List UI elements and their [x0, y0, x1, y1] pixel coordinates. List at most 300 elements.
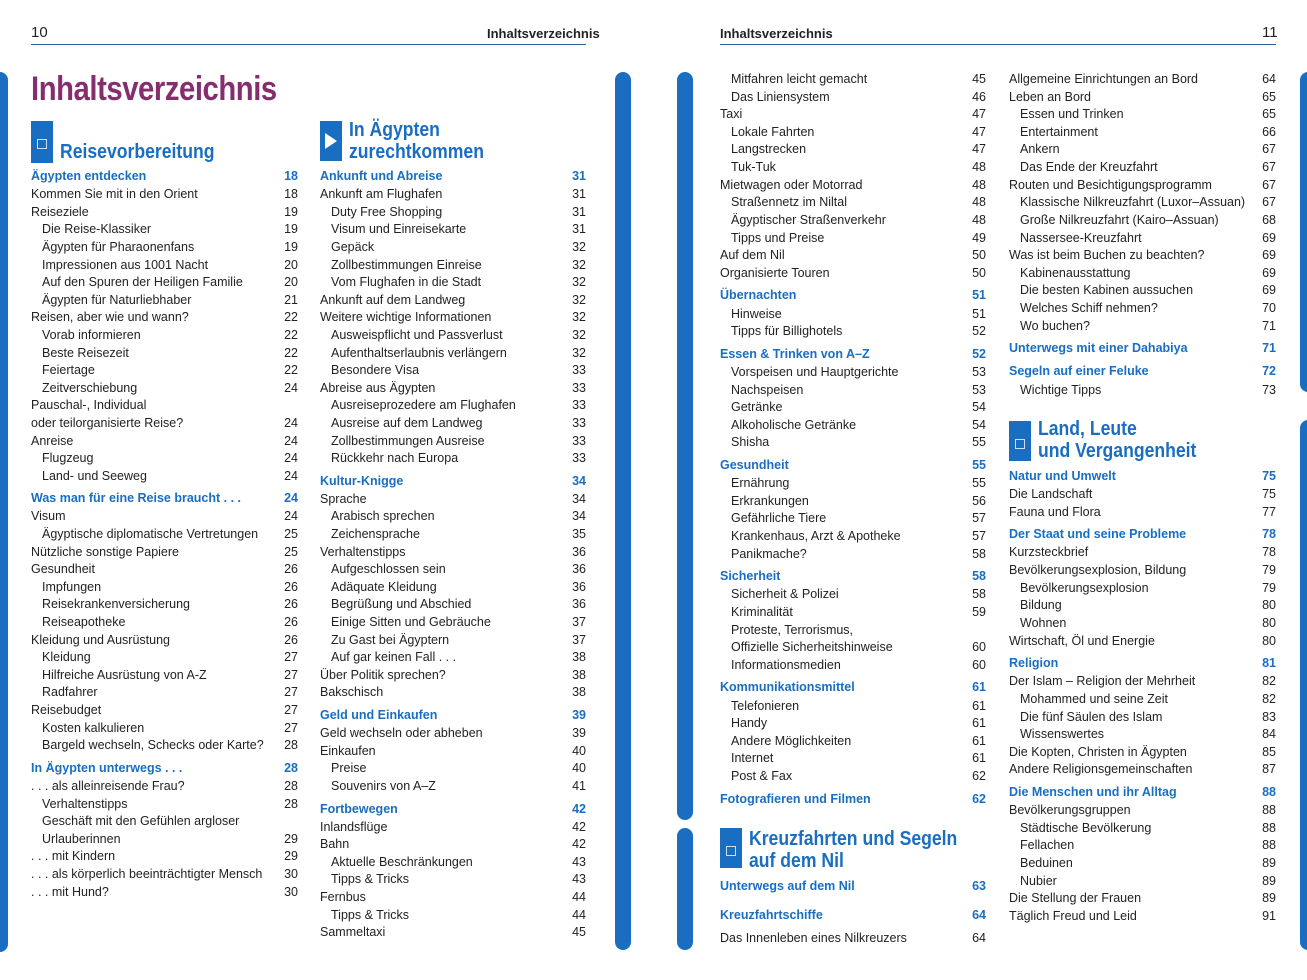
toc-entry-page: 55 [972, 458, 986, 473]
toc-entry-text: Beduinen [1020, 856, 1073, 871]
toc-entry-page: 53 [972, 364, 986, 379]
toc-entry-text: Ernährung [731, 476, 790, 491]
toc-entry [1009, 802, 1276, 819]
toc-entry-text: Telefonieren [731, 698, 800, 713]
toc-entry-page: 32 [572, 275, 586, 290]
toc-entry-text: Wohnen [1020, 615, 1067, 630]
toc-entry-label [331, 614, 558, 631]
toc-entry-text: Erkrankungen [731, 493, 809, 508]
toc-entry-page: 42 [572, 801, 586, 816]
toc-entry-label [42, 649, 270, 666]
toc-entry [31, 362, 298, 379]
toc-entry [31, 526, 298, 543]
toc-entry-label [331, 596, 558, 613]
toc-entry-label [31, 397, 270, 414]
toc-entry-page: 69 [1262, 230, 1276, 245]
toc-entry-page: 24 [284, 415, 298, 430]
toc-entry-page: 18 [284, 169, 298, 183]
toc-entry [320, 309, 586, 326]
toc-entry-text: Mohammed und seine Zeit [1020, 691, 1168, 706]
toc-entry-label [42, 579, 270, 596]
toc-entry [31, 866, 298, 883]
toc-entry [31, 274, 298, 291]
toc-entry-label [1020, 615, 1248, 632]
toc-entry [320, 380, 586, 397]
toc-entry-page: 68 [1262, 212, 1276, 227]
toc-entry-page: 61 [972, 751, 986, 766]
toc-entry-page: 51 [972, 306, 986, 321]
toc-entry-label [31, 204, 270, 221]
toc-entry-text: Andere Möglichkeiten [731, 733, 852, 748]
toc-entry-page: 33 [572, 415, 586, 430]
toc-entry-page: 28 [284, 796, 298, 811]
toc-entry-text: Reisen, aber wie und wann? [31, 310, 189, 325]
toc-entry-page: 88 [1262, 820, 1276, 835]
toc-entry-label [42, 720, 270, 737]
toc-entry-label [331, 871, 558, 888]
toc-entry-page: 32 [572, 239, 586, 254]
toc-entry-page: 79 [1262, 563, 1276, 578]
toc-entry [320, 345, 586, 362]
toc-entry-label [331, 854, 558, 871]
toc-entry-text: Pauschal-, Individual [31, 398, 147, 413]
toc-entry-page: 56 [972, 493, 986, 508]
toc-entry-page: 55 [972, 435, 986, 450]
toc-entry-text: Kleidung [42, 650, 91, 665]
toc-entry [320, 362, 586, 379]
toc-entry-page: 38 [572, 650, 586, 665]
toc-entry-text: Verhaltenstipps [320, 544, 406, 559]
toc-entry-label [31, 415, 270, 432]
toc-entry-text: Welches Schiff nehmen? [1020, 301, 1158, 316]
toc-column-4b [1009, 0, 1276, 980]
toc-entry [1009, 855, 1276, 872]
toc-entry-page: 37 [572, 632, 586, 647]
toc-entry-page: 32 [572, 327, 586, 342]
toc-entry-page: 73 [1262, 382, 1276, 397]
toc-entry [320, 579, 586, 596]
toc-entry-page: 34 [572, 509, 586, 524]
toc-entry-label [31, 884, 270, 901]
toc-entry-label [42, 831, 270, 848]
toc-entry-text: Langstrecken [731, 142, 807, 157]
toc-entry-text: Das Innenleben eines Nilkreuzers [720, 931, 907, 945]
toc-entry-page: 21 [284, 292, 298, 307]
toc-entry-page: 59 [972, 604, 986, 619]
toc-entry-text: Weitere wichtige Informationen [320, 310, 492, 325]
toc-entry-text: Bevölkerungsexplosion, Bildung [1009, 563, 1187, 578]
toc-heading-entry [720, 878, 986, 895]
toc-entry [320, 924, 586, 941]
toc-entry-label [1020, 855, 1248, 872]
toc-entry-text: Taxi [720, 107, 743, 122]
toc-entry-text: Urlauberinnen [42, 831, 121, 846]
toc-entry-page: 64 [972, 907, 986, 922]
toc-column-1 [31, 0, 298, 980]
toc-entry-label [31, 508, 270, 525]
toc-entry [1009, 615, 1276, 632]
toc-entry-label [320, 309, 558, 326]
toc-entry-label [331, 508, 558, 525]
toc-entry-label [42, 345, 270, 362]
section-title-line1: In Ägypten [349, 119, 440, 141]
toc-entry [320, 491, 586, 508]
toc-entry [1009, 873, 1276, 890]
toc-heading-entry [320, 473, 586, 490]
toc-entry-page: 49 [972, 230, 986, 245]
toc-entry-label [1009, 562, 1248, 579]
toc-entry-text: Natur und Umwelt [1009, 469, 1116, 483]
section-title-line2: zurechtkommen [349, 141, 484, 163]
toc-entry-text: Shisha [731, 435, 770, 450]
toc-entry [31, 684, 298, 701]
toc-entry-text: Ägypten für Pharaonenfans [42, 239, 195, 254]
toc-entry-label [31, 490, 270, 507]
toc-entry [1009, 580, 1276, 597]
toc-entry-label [320, 836, 558, 853]
page-title: Inhaltsverzeichnis [31, 70, 277, 108]
toc-entry-text: Abreise aus Ägypten [320, 380, 436, 395]
toc-entry-label [331, 649, 558, 666]
toc-entry-page: 45 [972, 72, 986, 86]
toc-heading-entry [1009, 468, 1276, 485]
toc-entry-page: 19 [284, 239, 298, 254]
toc-entry-page: 85 [1262, 744, 1276, 759]
toc-entry [320, 760, 586, 777]
toc-entry [320, 871, 586, 888]
toc-entry-page: 40 [572, 761, 586, 776]
right-edge-tab-lower [1300, 420, 1307, 950]
toc-entry-label [1009, 504, 1248, 521]
toc-entry [1009, 597, 1276, 614]
toc-entry-page: 50 [972, 248, 986, 263]
toc-entry-page: 58 [972, 587, 986, 602]
toc-entry-label [720, 878, 958, 895]
toc-entry-label [31, 866, 270, 883]
toc-entry [320, 561, 586, 578]
toc-entry-text: Aktuelle Beschränkungen [331, 854, 473, 869]
toc-entry-page: 44 [572, 907, 586, 922]
toc-entry [320, 204, 586, 221]
toc-entry-label [42, 380, 270, 397]
toc-entry [1009, 486, 1276, 503]
toc-entry-page: 42 [572, 819, 586, 834]
toc-entry-label [1009, 673, 1248, 690]
toc-entry-page: 24 [284, 468, 298, 483]
toc-entry-page: 26 [284, 579, 298, 594]
toc-entry [31, 848, 298, 865]
toc-entry-text: Panikmache? [731, 546, 807, 561]
right-edge-tab-upper [1300, 72, 1307, 392]
toc-entry-page: 18 [284, 187, 298, 202]
toc-entry-text: Sammeltaxi [320, 925, 386, 940]
toc-entry-page: 26 [284, 632, 298, 647]
toc-entry-page: 84 [1262, 727, 1276, 742]
right-page-number: 11 [1262, 24, 1278, 41]
toc-entry-text: Organisierte Touren [720, 265, 830, 280]
toc-entry-text: Bevölkerungsexplosion [1020, 580, 1149, 595]
right-running-title: Inhaltsverzeichnis [720, 26, 833, 41]
toc-heading-entry [1009, 655, 1276, 672]
toc-entry-text: Bahn [320, 837, 350, 852]
toc-entry-text: Wissenswertes [1020, 727, 1105, 742]
toc-entry-text: Geld und Einkaufen [320, 708, 438, 722]
toc-entry-page: 22 [284, 345, 298, 360]
toc-entry-label [31, 561, 270, 578]
toc-entry-text: Kabinenausstattung [1020, 265, 1131, 280]
toc-entry-page: 34 [572, 473, 586, 488]
toc-entry-text: Kosten kalkulieren [42, 720, 145, 735]
toc-entry-label [320, 491, 558, 508]
toc-entry-text: Ausreise auf dem Landweg [331, 415, 483, 430]
toc-entry [720, 930, 986, 947]
toc-entry-page: 31 [572, 204, 586, 219]
toc-entry-page: 31 [572, 169, 586, 183]
toc-entry [320, 819, 586, 836]
toc-entry-text: Alkoholische Getränke [731, 417, 857, 432]
toc-entry-page: 69 [1262, 248, 1276, 263]
toc-entry-page: 61 [972, 716, 986, 731]
toc-entry-text: Einige Sitten und Gebräuche [331, 615, 491, 629]
toc-entry-page: 79 [1262, 580, 1276, 595]
toc-entry-label [1009, 908, 1248, 925]
toc-entry-text: Reiseapotheke [42, 615, 126, 629]
toc-entry-label [1009, 761, 1248, 778]
toc-entry [31, 380, 298, 397]
toc-entry-label [42, 596, 270, 613]
toc-entry-label [42, 737, 270, 754]
toc-entry-text: Entertainment [1020, 124, 1098, 139]
toc-entry [320, 415, 586, 432]
toc-entry-label [1009, 526, 1248, 543]
toc-entry-text: Zeitverschiebung [42, 380, 138, 395]
toc-entry-text: Tipps & Tricks [331, 872, 410, 887]
toc-entry [320, 544, 586, 561]
toc-entry-page: 29 [284, 849, 298, 864]
toc-entry-text: Ausweispflicht und Passverlust [331, 327, 503, 342]
toc-entry-page: 43 [572, 854, 586, 869]
toc-entry-text: In Ägypten unterwegs . . . [31, 760, 183, 775]
toc-entry-page: 57 [972, 511, 986, 526]
toc-entry-text: . . . als alleinreisende Frau? [31, 778, 185, 793]
toc-entry-page: 75 [1262, 469, 1276, 483]
toc-entry [1009, 744, 1276, 761]
toc-entry-page: 89 [1262, 891, 1276, 906]
toc-entry-label [1020, 820, 1248, 837]
left-running-title: Inhaltsverzeichnis [487, 26, 600, 41]
toc-entry-text: Fauna und Flora [1009, 504, 1101, 519]
toc-entry [1009, 890, 1276, 907]
toc-entry-page: 57 [972, 529, 986, 543]
toc-entry-page: 55 [972, 476, 986, 491]
toc-entry [1009, 820, 1276, 837]
toc-entry-text: Besondere Visa [331, 363, 420, 378]
toc-entry-label [31, 632, 270, 649]
toc-entry-page: 61 [972, 733, 986, 748]
toc-entry-text: Reiseziele [31, 204, 89, 219]
toc-entry-label [31, 778, 270, 795]
toc-entry-label [320, 380, 558, 397]
toc-entry [320, 274, 586, 291]
toc-entry-text: Inlandsflüge [320, 819, 388, 834]
toc-entry-text: Kommunikationsmittel [720, 680, 855, 695]
toc-entry-text: Geschäft mit den Gefühlen argloser [42, 814, 240, 829]
toc-entry-text: Was man für eine Reise braucht . . . [31, 491, 242, 506]
toc-entry-page: 53 [972, 382, 986, 397]
toc-entry-text: Wirtschaft, Öl und Energie [1009, 633, 1155, 648]
toc-entry-label [1020, 726, 1248, 743]
toc-entry-page: 48 [972, 177, 986, 192]
toc-entry [1009, 761, 1276, 778]
toc-entry-text: Sprache [320, 491, 367, 506]
toc-entry [31, 796, 298, 813]
toc-entry-text: Reisebudget [31, 703, 102, 717]
toc-entry-text: Allgemeine Einrichtungen an Bord [1009, 72, 1199, 86]
toc-entry-label [331, 450, 558, 467]
toc-entry [31, 579, 298, 596]
toc-entry-label [331, 327, 558, 344]
toc-entry-label [331, 760, 558, 777]
toc-entry-page: 67 [1262, 195, 1276, 210]
toc-entry-text: Duty Free Shopping [331, 204, 443, 219]
toc-entry-page: 32 [572, 292, 586, 307]
toc-entry-text: Die Landschaft [1009, 487, 1093, 502]
toc-entry-label [331, 907, 558, 924]
toc-entry-page: 89 [1262, 856, 1276, 871]
toc-entry-text: Ausreiseprozedere am Flughafen [331, 398, 516, 413]
toc-entry-text: Internet [731, 751, 774, 766]
toc-entry-label [31, 433, 270, 450]
toc-entry-text: Nützliche sonstige Papiere [31, 544, 179, 559]
toc-entry-page: 42 [572, 837, 586, 852]
toc-heading-entry [1009, 526, 1276, 543]
toc-entry-page: 31 [572, 187, 586, 202]
toc-entry-page: 27 [284, 650, 298, 665]
toc-entry-text: Offizielle Sicherheitshinweise [731, 640, 893, 655]
toc-entry [31, 292, 298, 309]
toc-entry-label [331, 362, 558, 379]
toc-entry [31, 221, 298, 238]
toc-entry-label [320, 473, 558, 490]
toc-entry-text: Begrüßung und Abschied [331, 597, 472, 612]
toc-entry-text: Tuk-Tuk [731, 160, 776, 175]
toc-entry-page: 48 [972, 212, 986, 227]
toc-entry-text: Einkaufen [320, 743, 376, 758]
center-right-tab-lower [677, 828, 693, 950]
toc-entry [31, 450, 298, 467]
toc-entry-text: Rückkehr nach Europa [331, 451, 459, 466]
toc-entry [31, 884, 298, 901]
toc-entry-page: 67 [1262, 142, 1276, 157]
toc-entry-page: 34 [572, 491, 586, 506]
section-title-line2: auf dem Nil [749, 850, 844, 872]
toc-entry-page: 62 [972, 791, 986, 806]
toc-entry-page: 32 [572, 310, 586, 325]
toc-entry-text: Zu Gast bei Ägyptern [331, 632, 450, 647]
toc-entry [31, 309, 298, 326]
toc-heading-entry [320, 801, 586, 818]
toc-entry [320, 450, 586, 467]
toc-entry-page: 75 [1262, 487, 1276, 502]
toc-entry-label [331, 579, 558, 596]
toc-entry-text: Impfungen [42, 579, 102, 594]
toc-entry-text: Nassersee-Kreuzfahrt [1020, 230, 1142, 245]
toc-entry-page: 51 [972, 288, 986, 303]
section-title-line2: und Vergangenheit [1038, 440, 1197, 462]
toc-entry [31, 239, 298, 256]
toc-entry-page: 47 [972, 107, 986, 122]
toc-entry-page: 71 [1262, 318, 1276, 333]
toc-entry [320, 725, 586, 742]
toc-entry [31, 632, 298, 649]
toc-entry [320, 907, 586, 924]
toc-entry-text: Das Ende der Kreuzfahrt [1020, 160, 1158, 175]
toc-entry-label [320, 725, 558, 742]
toc-entry-text: Impressionen aus 1001 Nacht [42, 257, 209, 272]
toc-entry [1009, 726, 1276, 743]
toc-entry-text: Fortbewegen [320, 801, 398, 816]
toc-entry-label [1009, 633, 1248, 650]
toc-entry-text: Tipps & Tricks [331, 907, 410, 922]
toc-entry-text: Flugzeug [42, 451, 94, 466]
toc-entry-page: 27 [284, 720, 298, 735]
toc-entry-label [331, 345, 558, 362]
toc-entry-page: 24 [284, 451, 298, 466]
toc-entry-page: 67 [1262, 177, 1276, 192]
toc-entry-label [331, 433, 558, 450]
toc-entry-label [331, 778, 558, 795]
toc-entry-label [42, 468, 270, 485]
toc-entry-page: 69 [1262, 283, 1276, 298]
toc-entry-label [720, 907, 958, 924]
toc-entry-text: Mietwagen oder Motorrad [720, 177, 863, 192]
toc-entry-text: Bildung [1020, 598, 1062, 613]
toc-entry-page: 33 [572, 433, 586, 448]
toc-entry-label [1020, 597, 1248, 614]
toc-entry-page: 45 [572, 925, 586, 940]
toc-entry-label [31, 702, 270, 719]
toc-entry-text: Essen & Trinken von A–Z [720, 346, 870, 361]
toc-entry-text: . . . mit Kindern [31, 849, 116, 864]
toc-entry-page: 41 [572, 778, 586, 793]
toc-entry-page: 80 [1262, 615, 1276, 630]
toc-entry-label [42, 292, 270, 309]
toc-entry-page: 24 [284, 509, 298, 524]
toc-entry [31, 561, 298, 578]
toc-heading-entry [31, 490, 298, 507]
toc-entry-text: Geld wechseln oder abheben [320, 726, 483, 741]
section-title: Reisevorbereitung [60, 141, 215, 163]
toc-entry-text: Ägyptischer Straßenverkehr [731, 212, 886, 227]
toc-entry-text: Sicherheit [720, 569, 781, 584]
toc-entry [320, 292, 586, 309]
toc-entry-page: 30 [284, 866, 298, 881]
toc-entry-text: . . . als körperlich beeinträchtigter Mensch [31, 866, 263, 881]
toc-entry-page: 36 [572, 562, 586, 577]
toc-entry-text: Täglich Freud und Leid [1009, 908, 1137, 923]
toc-entry-text: Die Kopten, Christen in Ägypten [1009, 744, 1187, 759]
toc-entry [320, 632, 586, 649]
toc-entry [1009, 562, 1276, 579]
toc-entry [31, 508, 298, 525]
toc-entry-page: 30 [284, 884, 298, 899]
toc-entry-label [1009, 468, 1248, 485]
toc-entry-label [331, 274, 558, 291]
toc-entry-text: Bakschisch [320, 685, 384, 700]
toc-entry [31, 614, 298, 631]
toc-entry-label [331, 632, 558, 649]
toc-entry-label [320, 544, 558, 561]
